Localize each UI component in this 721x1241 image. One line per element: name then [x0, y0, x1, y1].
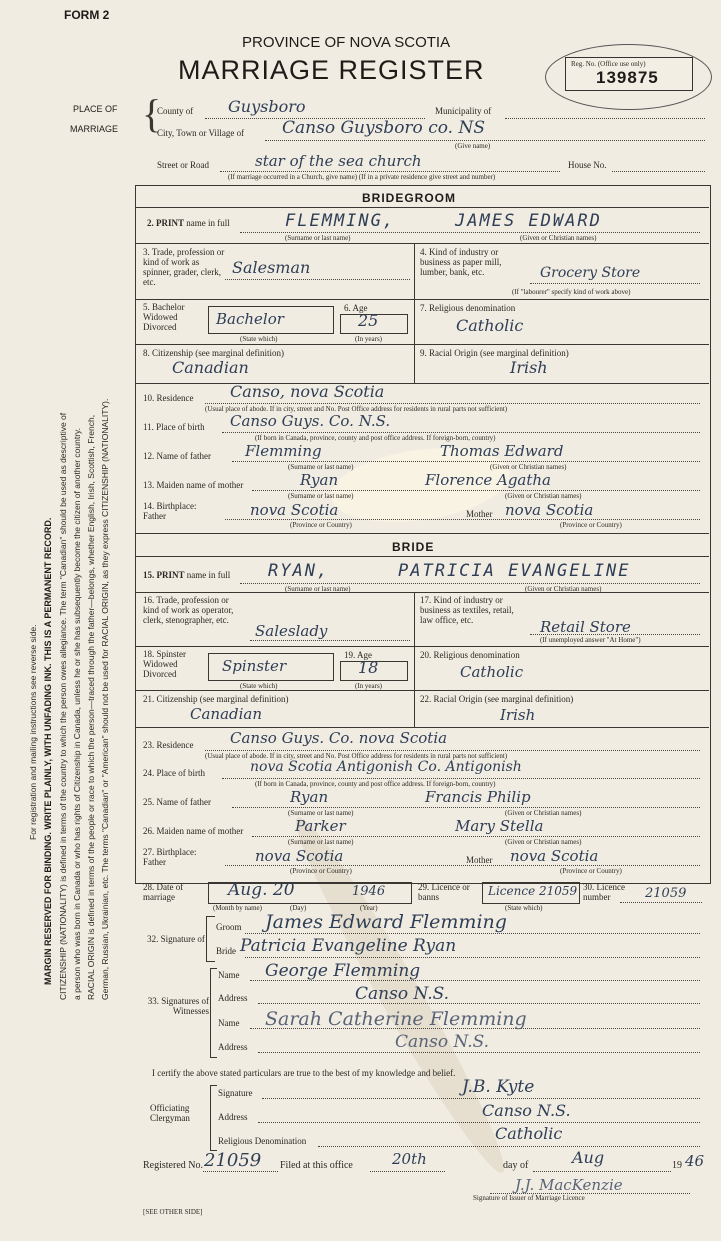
registered-label: Registered No. — [143, 1160, 203, 1171]
groom-name-note-2: (Given or Christian names) — [520, 234, 597, 242]
groom-birth: Canso Guys. Co. N.S. — [230, 412, 391, 430]
county-label: County of — [157, 106, 194, 116]
bride-birthplace-note-father: (Province or Country) — [290, 867, 352, 875]
bride-name-line — [240, 583, 700, 584]
bride-name-note-1: (Surname or last name) — [285, 585, 351, 593]
bride-birthplace-note-mother: (Province or Country) — [560, 867, 622, 875]
licence-no: 21059 — [645, 886, 687, 901]
clergy-signature-label: Signature — [218, 1088, 253, 1098]
bride-mother-note-1: (Surname or last name) — [288, 838, 354, 846]
bride-birthplace-line — [225, 865, 700, 866]
bride-heading: BRIDE — [392, 540, 435, 554]
groom-birthplace-mother-label: Mother — [466, 509, 493, 519]
bride-mother-line — [252, 836, 700, 837]
rule — [135, 383, 709, 384]
witness-brace — [210, 968, 217, 1058]
licence-label: 29. Licence or banns — [418, 882, 470, 902]
witness2-address-line — [258, 1052, 700, 1053]
licence-no-label: 30. Licence number — [583, 882, 625, 902]
municipality-label: Municipality of — [435, 106, 492, 116]
city-value: Canso Guysboro co. NS — [282, 118, 485, 138]
groom-father-note-2: (Given or Christian names) — [490, 463, 567, 471]
rule — [135, 646, 709, 647]
bride-name-note-2: (Given or Christian names) — [525, 585, 602, 593]
groom-age-note: (In years) — [355, 335, 383, 343]
clergy-signature-line — [262, 1098, 700, 1099]
rule — [414, 299, 415, 344]
margin-instructions: For registration and mailing instructions see reverse side. — [28, 624, 38, 840]
bride-industry-line — [530, 634, 700, 635]
date-label: 28. Date of marriage — [143, 882, 184, 902]
clergy-address: Canso N.S. — [482, 1101, 571, 1120]
date-month-day: Aug. 20 — [228, 880, 295, 900]
rule — [135, 690, 709, 691]
bride-signature: Patricia Evangeline Ryan — [240, 936, 457, 956]
clergy-label: Officiating Clergyman — [150, 1103, 190, 1123]
licence-or-banns: Licence 21059 — [488, 884, 578, 898]
clergy-denomination: Catholic — [495, 1124, 563, 1143]
bride-father-surname: Ryan — [290, 788, 329, 806]
bride-trade-label: 16. Trade, profession or kind of work as operator, clerk, stenographer, etc. — [143, 595, 234, 625]
rule — [135, 533, 709, 534]
groom-given: JAMES EDWARD — [455, 211, 602, 231]
bride-status-note: (State which) — [240, 682, 278, 690]
bride-mother-surname: Parker — [295, 817, 346, 835]
see-other-side: [SEE OTHER SIDE] — [143, 1208, 203, 1216]
registered-no: 21059 — [204, 1150, 262, 1171]
reg-no-value: 139875 — [596, 68, 659, 87]
groom-industry-note: (If "labourer" specify kind of work above) — [512, 288, 631, 296]
city-line — [265, 140, 705, 141]
street-label: Street or Road — [157, 160, 209, 170]
bride-age-note: (In years) — [355, 682, 383, 690]
groom-name-note-1: (Surname or last name) — [285, 234, 351, 242]
groom-birth-line — [222, 432, 700, 433]
margin-citizenship-1: CITIZENSHIP (NATIONALITY) is defined in terms of the country to which the person owes allegiance. The term "Canadian" should be used as descriptive of — [58, 412, 68, 1000]
witness1-address-label: Address — [218, 993, 248, 1003]
clergy-signature: J.B. Kyte — [462, 1077, 535, 1097]
margin-citizenship-2: a person who was born in Canada or who has rights of Citizenship in Canada, unless he or she has subsequently become the citizen of another country. — [72, 427, 82, 1000]
groom-residence-line — [205, 403, 700, 404]
filed-month-line — [533, 1171, 671, 1172]
clergy-denomination-line — [318, 1146, 700, 1147]
filed-year: 46 — [685, 1152, 705, 1170]
groom-birthplace-note-father: (Province or Country) — [290, 521, 352, 529]
groom-racial-label: 9. Racial Origin (see marginal definition) — [420, 348, 569, 358]
groom-religion: Catholic — [456, 316, 524, 335]
witness2-address: Canso N.S. — [395, 1032, 490, 1052]
rule — [135, 727, 709, 728]
margin-racial-1: RACIAL ORIGIN is defined in terms of the people or race to which the person—traced through the father—belongs, whether English, Irish, Scottish, French, — [86, 414, 96, 1000]
groom-age: 25 — [358, 311, 379, 330]
witness2-name: Sarah Catherine Flemming — [265, 1008, 527, 1030]
city-label: City, Town or Village of — [157, 128, 245, 138]
bride-mother-given: Mary Stella — [455, 817, 544, 835]
rule — [414, 592, 415, 646]
bride-age: 18 — [358, 658, 379, 677]
margin-binding-notice: MARGIN RESERVED FOR BINDING. WRITE PLAINLY, WITH UNFADING INK. THIS IS A PERMANENT RECORD. — [43, 517, 53, 985]
bride-father-note-1: (Surname or last name) — [288, 809, 354, 817]
filed-day: 20th — [392, 1150, 427, 1168]
groom-residence: Canso, nova Scotia — [230, 382, 385, 401]
bride-religion-label: 20. Religious denomination — [420, 650, 520, 660]
bride-given: PATRICIA EVANGELINE — [398, 561, 631, 581]
form-number: FORM 2 — [64, 8, 110, 22]
groom-citizenship: Canadian — [172, 358, 249, 377]
bride-status: Spinster — [222, 657, 287, 675]
signature-of-label: 32. Signature of — [147, 934, 205, 944]
groom-mother-line — [252, 490, 700, 491]
place-label-1: PLACE OF — [73, 104, 118, 114]
date-note-3: (Year) — [360, 904, 378, 912]
groom-mother-surname: Ryan — [300, 471, 339, 489]
groom-mother-given: Florence Agatha — [425, 471, 551, 489]
filed-label: Filed at this office — [280, 1160, 353, 1171]
bride-citizenship: Canadian — [190, 705, 263, 723]
house-label: House No. — [568, 160, 607, 170]
bride-racial-label: 22. Racial Origin (see marginal definition) — [420, 694, 574, 704]
groom-birthplace-line — [225, 519, 700, 520]
witness2-name-label: Name — [218, 1018, 240, 1028]
groom-name-label: 2. PRINT name in full — [147, 218, 230, 228]
groom-birthplace-label: 14. Birthplace: Father — [143, 501, 197, 521]
groom-father-note-1: (Surname or last name) — [288, 463, 354, 471]
groom-industry: Grocery Store — [540, 265, 641, 281]
filed-month: Aug — [572, 1148, 605, 1167]
groom-mother-label: 13. Maiden name of mother — [143, 480, 244, 490]
groom-trade-line — [225, 279, 410, 280]
bride-surname: RYAN, — [268, 561, 330, 581]
groom-father-label: 12. Name of father — [143, 451, 211, 461]
rule — [414, 646, 415, 690]
groom-religion-label: 7. Religious denomination — [420, 303, 516, 313]
rule — [135, 243, 709, 244]
bride-birth-note: (If born in Canada, province, county and post office address. If foreign-born, country) — [255, 780, 496, 788]
bride-father-line — [232, 807, 700, 808]
bride-father-label: 25. Name of father — [143, 797, 211, 807]
bride-citizenship-label: 21. Citizenship (see marginal definition) — [143, 694, 289, 704]
groom-mother-note-2: (Given or Christian names) — [505, 492, 582, 500]
rule — [135, 592, 709, 593]
witness2-address-label: Address — [218, 1042, 248, 1052]
reg-no-box — [565, 57, 693, 91]
certify-text: I certify the above stated particulars are true to the best of my knowledge and belief. — [152, 1068, 456, 1078]
groom-surname: FLEMMING, — [285, 211, 396, 231]
groom-birth-label: 11. Place of birth — [143, 422, 205, 432]
bride-name-label: 15. PRINT name in full — [143, 570, 231, 580]
bride-residence: Canso Guys. Co. nova Scotia — [230, 729, 448, 747]
groom-status: Bachelor — [216, 310, 284, 328]
groom-father-line — [232, 461, 700, 462]
groom-sign-label: Groom — [216, 922, 242, 932]
street-value: star of the sea church — [255, 152, 422, 170]
bride-father-note-2: (Given or Christian names) — [505, 809, 582, 817]
groom-citizenship-label: 8. Citizenship (see marginal definition) — [143, 348, 285, 358]
bride-birthplace-label: 27. Birthplace: Father — [143, 847, 197, 867]
margin-racial-2: German, Russian, Ukrainian, etc. The terms "Canadian" or "American" should not be used for RACIAL ORIGIN, as they express CITIZENSHIP (NATIONALITY). — [100, 398, 110, 1000]
street-line — [220, 171, 560, 172]
licence-note: (State which) — [505, 904, 543, 912]
filed-day-line — [370, 1171, 445, 1172]
year-prefix: 19 — [672, 1160, 682, 1171]
witness1-address: Canso N.S. — [355, 984, 450, 1004]
bride-trade-line — [250, 640, 410, 641]
bride-sign-label: Bride — [216, 946, 236, 956]
groom-status-note: (State which) — [240, 335, 278, 343]
municipality-line — [505, 118, 705, 119]
signature-brace — [206, 916, 215, 962]
bride-birthplace-mother: nova Scotia — [510, 847, 599, 865]
bride-residence-note: (Usual place of abode. If in city, street and No. Post Office address for residents in rural parts not sufficient) — [205, 752, 508, 760]
rule — [135, 299, 709, 300]
groom-sign-line — [245, 933, 700, 934]
clergy-address-label: Address — [218, 1112, 248, 1122]
bride-status-label: 18. Spinster Widowed Divorced — [143, 649, 187, 679]
county-value: Guysboro — [228, 97, 306, 116]
bride-birth-line — [222, 778, 700, 779]
groom-birthplace-note-mother: (Province or Country) — [560, 521, 622, 529]
bride-birth: nova Scotia Antigonish Co. Antigonish — [250, 759, 522, 775]
bridegroom-heading: BRIDEGROOM — [362, 191, 456, 205]
groom-age-label: 6. Age — [344, 303, 368, 313]
bride-trade: Saleslady — [255, 622, 328, 640]
groom-birth-note: (If born in Canada, province, county and post office address. If foreign-born, country) — [255, 434, 496, 442]
groom-trade-label: 3. Trade, profession or kind of work as spinner, grader, clerk, etc. — [143, 247, 225, 287]
bride-residence-label: 23. Residence — [143, 740, 194, 750]
groom-birthplace-mother: nova Scotia — [505, 501, 594, 519]
page-title: MARRIAGE REGISTER — [178, 55, 485, 85]
rule — [135, 344, 709, 345]
day-of-label: day of — [503, 1160, 529, 1171]
clergy-brace — [210, 1085, 217, 1151]
groom-residence-note: (Usual place of abode. If in city, street and No. Post Office address for residents in rural parts not sufficient) — [205, 405, 508, 413]
clergy-address-line — [258, 1122, 700, 1123]
bride-mother-note-2: (Given or Christian names) — [505, 838, 582, 846]
bride-industry: Retail Store — [540, 618, 631, 636]
groom-industry-line — [530, 283, 700, 284]
witness1-address-line — [258, 1003, 700, 1004]
groom-racial: Irish — [510, 358, 548, 377]
rule — [135, 207, 709, 208]
place-brace: { — [142, 91, 162, 136]
bride-racial: Irish — [500, 706, 536, 724]
groom-name-line — [240, 232, 700, 233]
issuer-signature: J.J. MacKenzie — [515, 1176, 623, 1194]
house-line — [612, 171, 705, 172]
rule — [414, 690, 415, 727]
bride-birthplace-mother-label: Mother — [466, 855, 493, 865]
groom-trade: Salesman — [232, 258, 311, 277]
bride-sign-line — [245, 957, 700, 958]
clergy-denomination-label: Religious Denomination — [218, 1136, 307, 1146]
witness1-name: George Flemming — [265, 961, 421, 981]
bride-father-given: Francis Philip — [425, 788, 531, 806]
province-title: PROVINCE OF NOVA SCOTIA — [242, 34, 451, 51]
groom-father-surname: Flemming — [245, 442, 322, 460]
date-year: 1946 — [352, 884, 386, 899]
licence-no-line — [620, 902, 702, 903]
street-note: (If marriage occurred in a Church, give name) (If in a private residence give street and number) — [228, 173, 496, 181]
bride-industry-label: 17. Kind of industry or business as textiles, retail, law office, etc. — [420, 595, 514, 625]
rule — [135, 556, 709, 557]
groom-signature: James Edward Flemming — [265, 911, 507, 933]
groom-birthplace-father: nova Scotia — [250, 501, 339, 519]
issuer-label: Signature of Issuer of Marriage Licence — [473, 1194, 585, 1202]
rule — [414, 344, 415, 383]
witness1-name-label: Name — [218, 970, 240, 980]
bride-residence-line — [205, 750, 700, 751]
place-label-2: MARRIAGE — [70, 124, 119, 134]
bride-birthplace-father: nova Scotia — [255, 847, 344, 865]
rule — [414, 243, 415, 299]
bride-industry-note: (If unemployed answer "At Home") — [540, 636, 641, 644]
bride-age-label: 19. Age — [344, 650, 372, 660]
groom-industry-label: 4. Kind of industry or business as paper mill, lumber, bank, etc. — [420, 247, 502, 277]
bride-religion: Catholic — [460, 663, 524, 681]
bride-birth-label: 24. Place of birth — [143, 768, 205, 778]
date-note-1: (Month by name) — [213, 904, 262, 912]
groom-mother-note-1: (Surname or last name) — [288, 492, 354, 500]
bride-mother-label: 26. Maiden name of mother — [143, 826, 244, 836]
city-note: (Give name) — [455, 142, 491, 150]
witnesses-label: 33. Signatures of Witnesses — [147, 996, 209, 1016]
groom-status-label: 5. Bachelor Widowed Divorced — [143, 302, 185, 332]
date-note-2: (Day) — [290, 904, 307, 912]
registered-line — [203, 1171, 278, 1172]
reg-no-label: Reg. No. (Office use only) — [571, 60, 646, 68]
groom-residence-label: 10. Residence — [143, 393, 194, 403]
groom-father-given: Thomas Edward — [440, 442, 564, 460]
